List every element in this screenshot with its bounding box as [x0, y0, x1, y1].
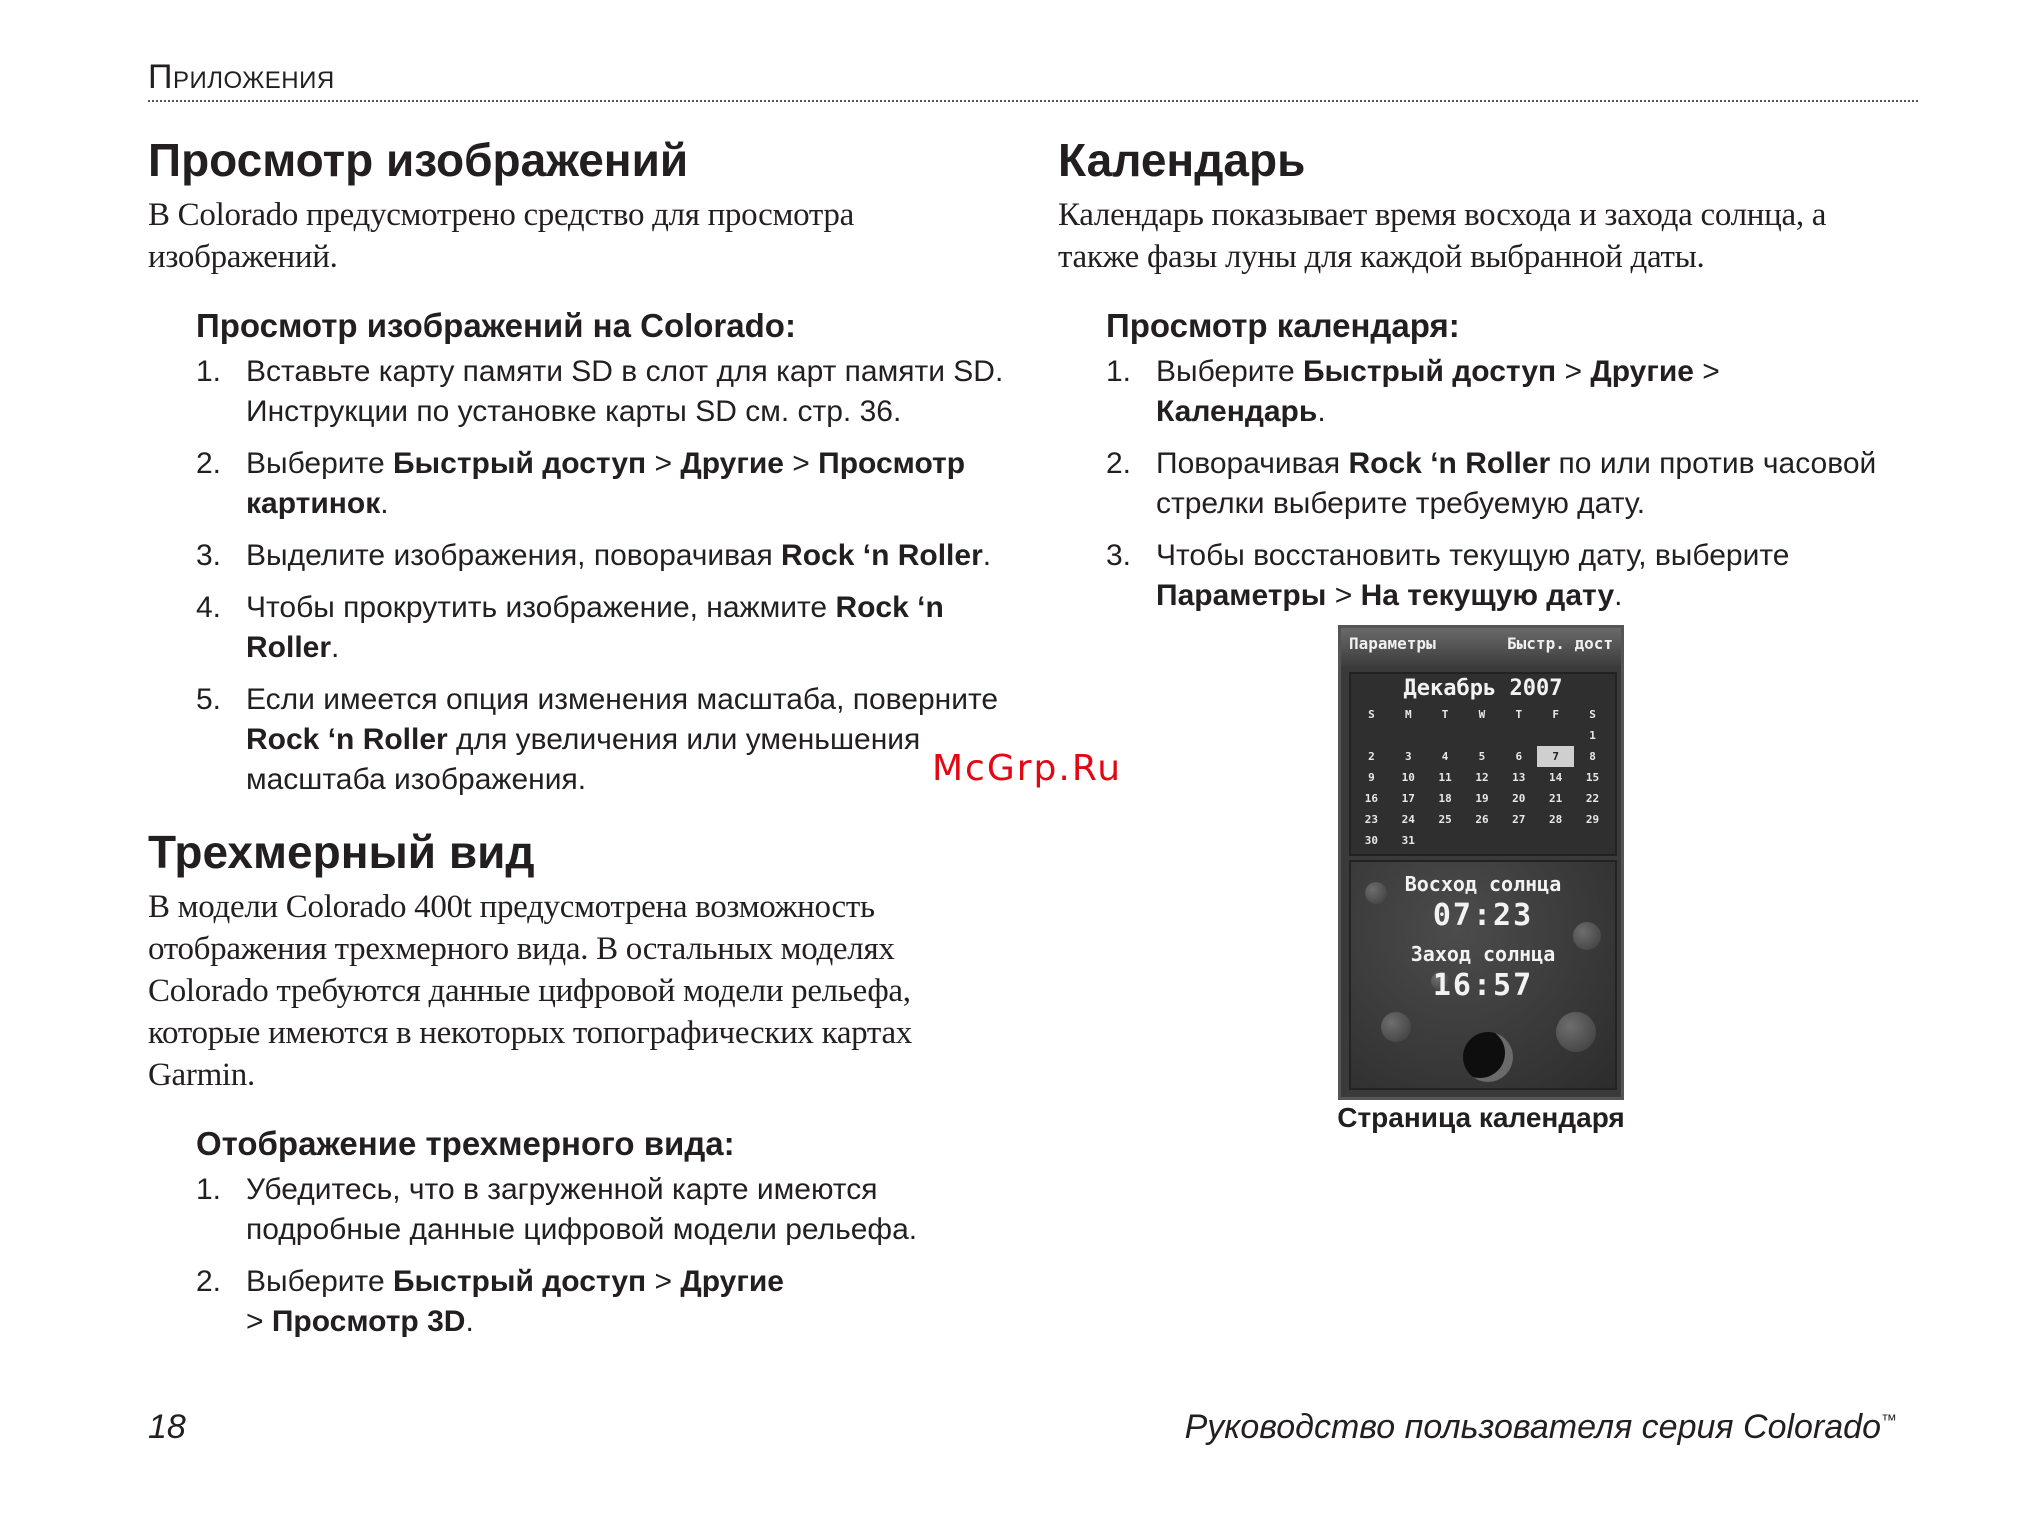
- calendar-day[interactable]: 24: [1401, 813, 1415, 826]
- calendar-day[interactable]: 5: [1478, 750, 1486, 763]
- calendar-day[interactable]: 15: [1585, 771, 1600, 784]
- calendar-day[interactable]: 11: [1438, 771, 1452, 784]
- calendar-day[interactable]: 25: [1438, 813, 1452, 826]
- weekday-label: T: [1441, 708, 1449, 721]
- list-item: 1. Вставьте карту памяти SD в слот для карт памяти SD. Инструкции по установке карты SD см. стр. 36.: [196, 355, 1004, 428]
- calendar-empty-cell: [1427, 725, 1464, 746]
- calendar-day[interactable]: 19: [1475, 792, 1489, 805]
- view3d-intro: В модели Colorado 400t предусмотрена возможность отображения трехмерного вида. В остальных моделях Colorado требуются данные цифровой модели рельефа, которые имеются в некоторых топографических картах Garmin.: [148, 889, 912, 1093]
- figure-caption: Страница календаря: [1337, 1102, 1625, 1133]
- calendar-empty-cell: [1537, 725, 1574, 746]
- calendar-grid: [1353, 704, 1611, 851]
- calendar-day[interactable]: 17: [1401, 792, 1415, 805]
- calendar-week: [1353, 809, 1611, 830]
- calendar-week: [1353, 788, 1611, 809]
- calendar-empty-cell: [1353, 725, 1390, 746]
- weekday-label: F: [1552, 708, 1559, 721]
- calendar-week: [1353, 746, 1611, 767]
- list-item: 2. Выберите Быстрый доступ > Другие > Просмотр картинок.: [196, 447, 966, 520]
- calendar-intro: Календарь показывает время восхода и захода солнца, а также фазы луны для каждой выбранной даты.: [1058, 197, 1827, 275]
- weekday-label: M: [1404, 708, 1412, 721]
- list-item: 3. Чтобы восстановить текущую дату, выберите Параметры > На текущую дату.: [1106, 539, 1790, 612]
- calendar-day[interactable]: 31: [1401, 834, 1415, 847]
- calendar-day[interactable]: 10: [1401, 771, 1415, 784]
- calendar-empty-cell: [1574, 830, 1611, 851]
- calendar-empty-cell: [1537, 830, 1574, 851]
- calendar-week: [1353, 725, 1611, 746]
- list-item: 4. Чтобы прокрутить изображение, нажмите Rock ‘n Roller.: [196, 591, 944, 664]
- trademark-symbol: ™: [1881, 1412, 1897, 1430]
- weekday-label: S: [1368, 708, 1375, 721]
- page-number: 18: [148, 1408, 186, 1446]
- calendar-day[interactable]: 27: [1512, 813, 1526, 826]
- left-column: [148, 128, 1028, 1354]
- right-column: [1058, 128, 1938, 628]
- sunrise-time: 07:23: [1432, 898, 1534, 933]
- calendar-day[interactable]: 8: [1589, 750, 1596, 763]
- background-bubble: [1556, 1012, 1596, 1052]
- list-item: 2. Поворачивая Rock ‘n Roller по или против часовой стрелки выберите требуемую дату.: [1106, 447, 1877, 520]
- list-item: 3. Выделите изображения, поворачивая Rock ‘n Roller.: [196, 539, 992, 572]
- images-subheading: Просмотр изображений на Colorado:: [196, 307, 796, 344]
- calendar-day[interactable]: 6: [1515, 750, 1523, 763]
- calendar-empty-cell: [1500, 725, 1537, 746]
- calendar-week: [1353, 767, 1611, 788]
- calendar-subheading: Просмотр календаря:: [1106, 307, 1460, 344]
- calendar-steps: [1058, 352, 1878, 616]
- calendar-month: Декабрь 2007: [1403, 676, 1563, 701]
- calendar-heading: Календарь: [1058, 134, 1306, 186]
- images-heading: Просмотр изображений: [148, 134, 689, 186]
- list-item: 5. Если имеется опция изменения масштаба, поверните Rock ‘n Roller для увеличения или уменьшения масштаба изображения.: [196, 683, 999, 796]
- quick-access-button[interactable]: Быстр. дост: [1507, 634, 1613, 653]
- section-title: Приложения: [148, 58, 335, 96]
- list-item: 2. Выберите Быстрый доступ > Другие > Просмотр 3D.: [196, 1265, 784, 1338]
- calendar-day[interactable]: 18: [1438, 792, 1452, 805]
- calendar-day[interactable]: 4: [1441, 750, 1449, 763]
- calendar-day[interactable]: 9: [1368, 771, 1375, 784]
- calendar-day[interactable]: 7: [1537, 746, 1574, 767]
- calendar-day[interactable]: 3: [1404, 750, 1412, 763]
- calendar-day[interactable]: 2: [1368, 750, 1375, 763]
- sunset-time: 16:57: [1432, 968, 1534, 1003]
- watermark: McGrp.Ru: [932, 748, 1123, 789]
- calendar-day[interactable]: 21: [1549, 792, 1563, 805]
- sunrise-label: Восход солнца: [1404, 872, 1562, 896]
- calendar-day[interactable]: 1: [1589, 729, 1596, 742]
- calendar-day[interactable]: 23: [1364, 813, 1379, 826]
- weekday-label: S: [1589, 708, 1596, 721]
- calendar-day[interactable]: 29: [1585, 813, 1600, 826]
- calendar-day[interactable]: 22: [1585, 792, 1600, 805]
- screen-top-bar: [1341, 628, 1621, 666]
- section-header: [148, 58, 1918, 102]
- view3d-steps: [148, 1170, 968, 1342]
- calendar-day[interactable]: 28: [1549, 813, 1563, 826]
- calendar-day[interactable]: 30: [1364, 834, 1379, 847]
- calendar-empty-cell: [1464, 830, 1501, 851]
- calendar-screen: [1338, 625, 1624, 1100]
- calendar-day[interactable]: 14: [1549, 771, 1563, 784]
- calendar-day[interactable]: 20: [1512, 792, 1526, 805]
- calendar-empty-cell: [1390, 725, 1427, 746]
- parameters-button[interactable]: Параметры: [1349, 634, 1436, 653]
- calendar-day[interactable]: 26: [1475, 813, 1489, 826]
- weekday-label: T: [1515, 708, 1523, 721]
- weekday-label: W: [1478, 708, 1486, 721]
- moon-phase-icon: [1463, 1032, 1513, 1082]
- view3d-subheading: Отображение трехмерного вида:: [196, 1125, 735, 1162]
- footer-title: Руководство пользователя серия Colorado™: [1184, 1408, 1897, 1446]
- calendar-day[interactable]: 13: [1512, 771, 1526, 784]
- view3d-heading: Трехмерный вид: [148, 826, 535, 878]
- calendar-panel: [1349, 672, 1617, 856]
- images-steps: [148, 352, 1008, 800]
- list-item: 1. Убедитесь, что в загруженной карте имеются подробные данные цифровой модели рельефа.: [196, 1173, 918, 1246]
- calendar-day[interactable]: 16: [1364, 792, 1379, 805]
- sun-times-panel: [1349, 860, 1617, 1090]
- calendar-week: [1353, 830, 1611, 851]
- sunset-label: Заход солнца: [1410, 942, 1556, 966]
- background-bubble: [1381, 1012, 1411, 1042]
- calendar-day[interactable]: 12: [1475, 771, 1489, 784]
- calendar-empty-cell: [1500, 830, 1537, 851]
- calendar-empty-cell: [1464, 725, 1501, 746]
- list-item: 1. Выберите Быстрый доступ > Другие > Календарь.: [1106, 355, 1720, 428]
- images-intro: В Colorado предусмотрено средство для просмотра изображений.: [148, 197, 854, 275]
- calendar-empty-cell: [1427, 830, 1464, 851]
